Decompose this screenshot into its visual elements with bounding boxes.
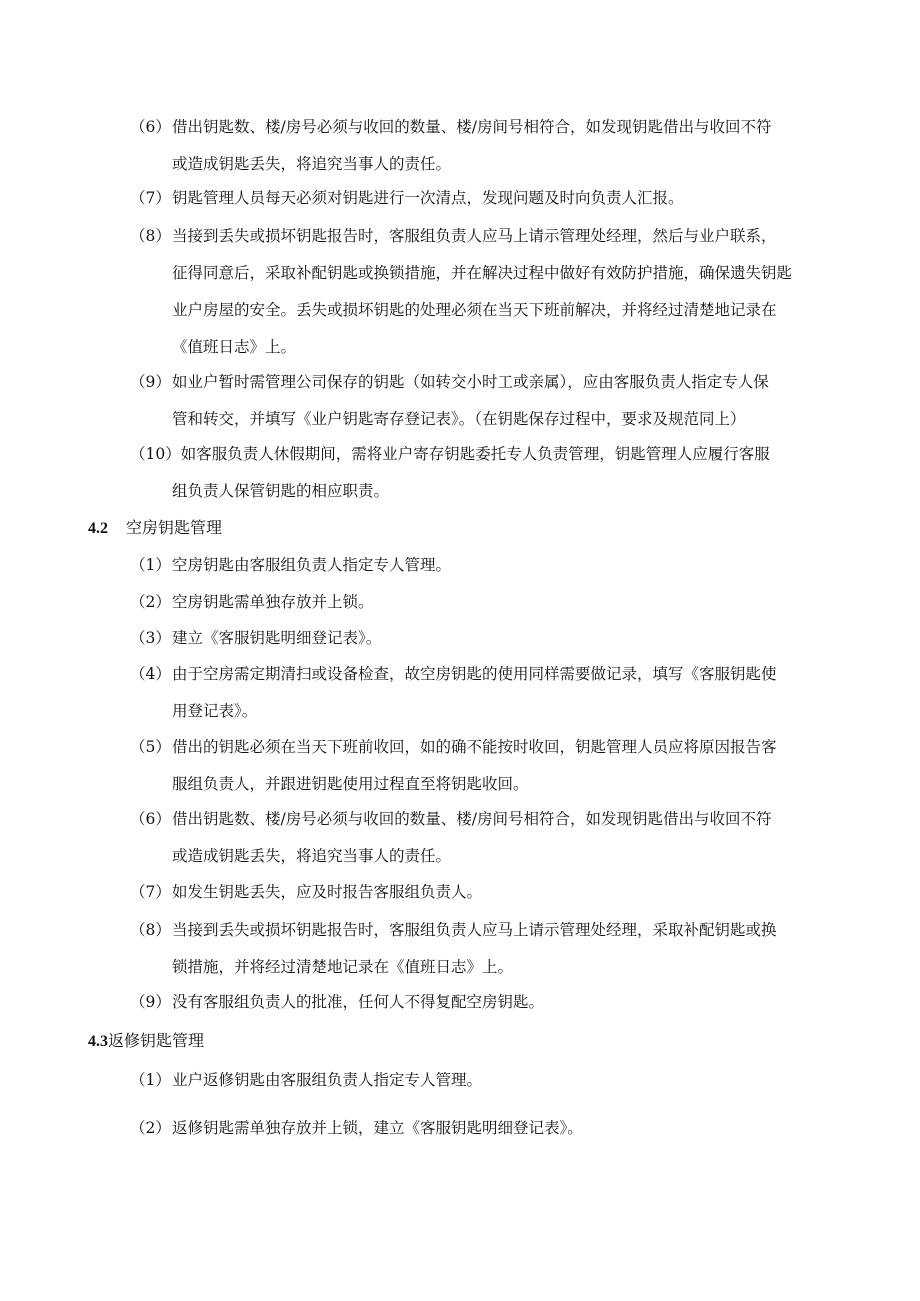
item-number: （6） bbox=[130, 118, 171, 136]
list-item bbox=[130, 584, 835, 621]
item-text: 借出钥匙数、楼/房号必须与收回的数量、楼/房间号相符合，如发现钥匙借出与收回不符 bbox=[172, 118, 772, 136]
list-item bbox=[130, 547, 835, 584]
item-text-cont: 征得同意后，采取补配钥匙或换锁措施，并在解决过程中做好有效防护措施，确保遗失钥匙 bbox=[172, 264, 793, 282]
list-item bbox=[130, 801, 835, 875]
item-text: 如客服负责人休假期间，需将业户寄存钥匙委托专人负责管理，钥匙管理人应履行客服 bbox=[180, 445, 770, 463]
item-text-cont: 锁措施，并将经过清楚地记录在《值班日志》上。 bbox=[172, 958, 514, 976]
item-number: （6） bbox=[130, 810, 171, 828]
list-item bbox=[130, 656, 835, 730]
item-text: 没有客服组负责人的批准，任何人不得复配空房钥匙。 bbox=[172, 993, 545, 1011]
list-item bbox=[130, 729, 835, 803]
item-text: 业户返修钥匙由客服组负责人指定专人管理。 bbox=[172, 1071, 483, 1089]
item-text-cont: 《值班日志》上。 bbox=[172, 338, 297, 356]
item-number: （9） bbox=[130, 373, 171, 391]
item-number: （4） bbox=[130, 665, 171, 683]
item-text-cont: 组负责人保管钥匙的相应职责。 bbox=[172, 482, 390, 500]
list-item bbox=[130, 1110, 835, 1147]
item-number: （1） bbox=[130, 556, 171, 574]
section-number: 4.2 bbox=[88, 520, 108, 537]
section-heading bbox=[88, 513, 222, 544]
item-text: 当接到丢失或损坏钥匙报告时，客服组负责人应马上请示管理处经理，采取补配钥匙或换 bbox=[172, 921, 777, 939]
item-text: 建立《客服钥匙明细登记表》。 bbox=[172, 629, 382, 647]
item-text: 返修钥匙需单独存放并上锁，建立《客服钥匙明细登记表》。 bbox=[172, 1119, 583, 1137]
item-text-cont: 业户房屋的安全。丢失或损坏钥匙的处理必须在当天下班前解决，并将经过清楚地记录在 bbox=[172, 301, 777, 319]
item-number: （9） bbox=[130, 993, 171, 1011]
item-number: （7） bbox=[130, 883, 171, 901]
item-number: （8） bbox=[130, 227, 171, 245]
list-item bbox=[130, 364, 835, 438]
item-number: （2） bbox=[130, 1119, 171, 1137]
item-text: 空房钥匙需单独存放并上锁。 bbox=[172, 593, 374, 611]
item-number: （5） bbox=[130, 738, 171, 756]
item-text: 当接到丢失或损坏钥匙报告时，客服组负责人应马上请示管理处经理，然后与业户联系， bbox=[172, 227, 777, 245]
item-text: 如发生钥匙丢失，应及时报告客服组负责人。 bbox=[172, 883, 483, 901]
list-item bbox=[130, 180, 835, 217]
list-item bbox=[130, 984, 835, 1021]
item-number: （8） bbox=[130, 921, 171, 939]
item-text-cont: 或造成钥匙丢失，将追究当事人的责任。 bbox=[172, 847, 452, 865]
list-item bbox=[130, 620, 835, 657]
item-number: （1） bbox=[130, 1071, 171, 1089]
item-text: 借出的钥匙必须在当天下班前收回，如的确不能按时收回，钥匙管理人员应将原因报告客 bbox=[172, 738, 777, 756]
item-text: 钥匙管理人员每天必须对钥匙进行一次清点，发现问题及时向负责人汇报。 bbox=[172, 189, 684, 207]
list-item bbox=[130, 912, 835, 986]
section-title: 返修钥匙管理 bbox=[108, 1031, 205, 1050]
item-text-cont: 管和转交，并填写《业户钥匙寄存登记表》。（在钥匙保存过程中，要求及规范同上） bbox=[172, 410, 746, 428]
item-text: 如业户暂时需管理公司保存的钥匙（如转交小时工或亲属），应由客服负责人指定专人保 bbox=[172, 373, 769, 391]
item-text: 空房钥匙由客服组负责人指定专人管理。 bbox=[172, 556, 452, 574]
list-item bbox=[130, 436, 835, 510]
section-number: 4.3 bbox=[88, 1033, 108, 1050]
section-heading bbox=[88, 1026, 204, 1057]
item-text-cont: 或造成钥匙丢失，将追究当事人的责任。 bbox=[172, 155, 452, 173]
list-item bbox=[130, 1062, 835, 1099]
item-text-cont: 用登记表》。 bbox=[172, 702, 258, 720]
item-text-cont: 服组负责人，并跟进钥匙使用过程直至将钥匙收回。 bbox=[172, 775, 529, 793]
list-item bbox=[130, 218, 835, 366]
item-text: 由于空房需定期清扫或设备检查，故空房钥匙的使用同样需要做记录，填写《客服钥匙使 bbox=[172, 665, 777, 683]
item-number: （3） bbox=[130, 629, 171, 647]
item-number: （2） bbox=[130, 593, 171, 611]
item-number: （10） bbox=[130, 445, 181, 463]
list-item bbox=[130, 109, 835, 183]
list-item bbox=[130, 874, 835, 911]
section-title: 空房钥匙管理 bbox=[126, 518, 223, 537]
item-text: 借出钥匙数、楼/房号必须与收回的数量、楼/房间号相符合，如发现钥匙借出与收回不符 bbox=[172, 810, 772, 828]
item-number: （7） bbox=[130, 189, 171, 207]
